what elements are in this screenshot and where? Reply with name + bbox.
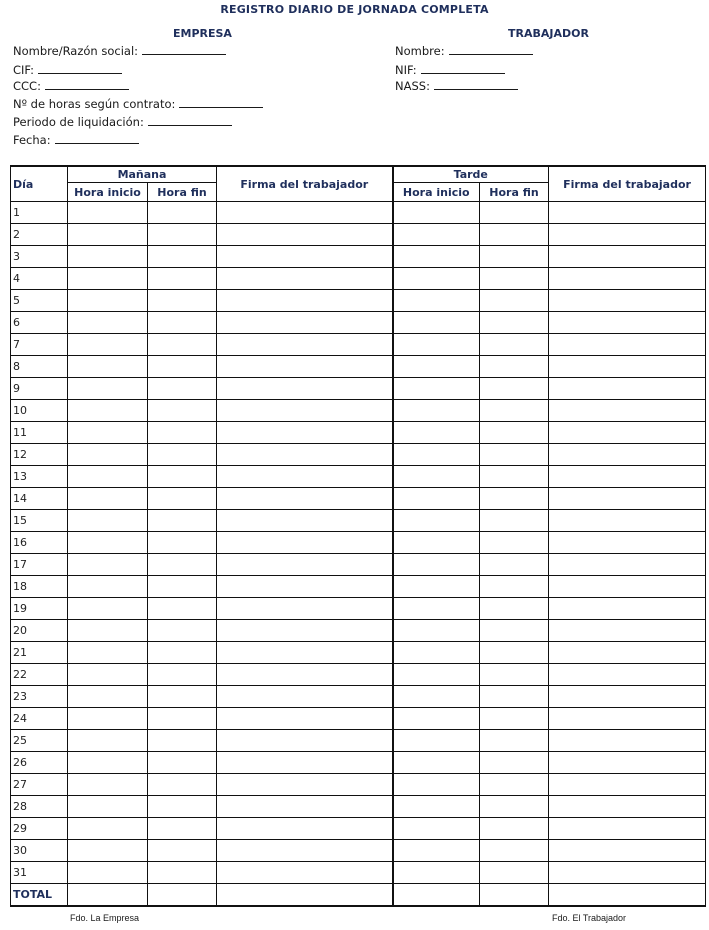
manana-hora-inicio-cell[interactable] xyxy=(68,224,148,246)
tarde-hora-fin-cell[interactable] xyxy=(480,444,549,466)
manana-hora-fin-cell[interactable] xyxy=(148,730,217,752)
tarde-hora-fin-cell[interactable] xyxy=(480,202,549,224)
tarde-hora-fin-cell[interactable] xyxy=(480,554,549,576)
tarde-hora-inicio-cell[interactable] xyxy=(393,708,480,730)
manana-hora-inicio-cell[interactable] xyxy=(68,884,148,907)
manana-hora-fin-cell[interactable] xyxy=(148,356,217,378)
tarde-hora-fin-cell[interactable] xyxy=(480,510,549,532)
tarde-hora-fin-cell[interactable] xyxy=(480,532,549,554)
registro-table xyxy=(10,165,706,907)
tarde-hora-fin-cell[interactable] xyxy=(480,884,549,907)
table-row xyxy=(11,774,706,796)
manana-hora-inicio-cell[interactable] xyxy=(68,554,148,576)
tarde-firma-cell[interactable] xyxy=(549,202,706,224)
tarde-hora-fin-cell[interactable] xyxy=(480,752,549,774)
day-number: 28 xyxy=(11,796,68,818)
tarde-hora-fin-cell[interactable] xyxy=(480,334,549,356)
table-row xyxy=(11,818,706,840)
tarde-hora-inicio-cell[interactable] xyxy=(393,356,480,378)
manana-hora-inicio-cell[interactable] xyxy=(68,422,148,444)
day-number: 20 xyxy=(11,620,68,642)
table-row xyxy=(11,642,706,664)
empresa-periodo-field[interactable] xyxy=(13,115,232,129)
tarde-hora-inicio-cell[interactable] xyxy=(393,510,480,532)
day-number: 12 xyxy=(11,444,68,466)
tarde-hora-fin-cell[interactable] xyxy=(480,664,549,686)
manana-hora-fin-cell[interactable] xyxy=(148,444,217,466)
table-row xyxy=(11,532,706,554)
firma-empresa-label: Fdo. La Empresa xyxy=(70,913,140,923)
tarde-firma-cell[interactable] xyxy=(549,444,706,466)
tarde-hora-fin-cell[interactable] xyxy=(480,224,549,246)
day-number: 6 xyxy=(11,312,68,334)
tarde-hora-inicio-cell[interactable] xyxy=(393,444,480,466)
manana-hora-inicio-cell[interactable] xyxy=(68,796,148,818)
day-number: 27 xyxy=(11,774,68,796)
trabajador-nif-label: NIF: xyxy=(395,63,417,77)
manana-hora-inicio-cell[interactable] xyxy=(68,246,148,268)
trabajador-nombre-line[interactable] xyxy=(449,44,533,55)
tarde-firma-cell[interactable] xyxy=(549,752,706,774)
empresa-nombre-line[interactable] xyxy=(142,44,226,55)
firma-manana-header: Firma del trabajador xyxy=(217,166,393,202)
day-number: 5 xyxy=(11,290,68,312)
empresa-cif-label: CIF: xyxy=(13,63,35,77)
manana-hora-fin-cell[interactable] xyxy=(148,422,217,444)
empresa-ccc-label: CCC: xyxy=(13,79,41,93)
table-row xyxy=(11,400,706,422)
manana-firma-cell[interactable] xyxy=(217,620,393,642)
manana-firma-cell[interactable] xyxy=(217,466,393,488)
tarde-firma-cell[interactable] xyxy=(549,862,706,884)
manana-hora-inicio-cell[interactable] xyxy=(68,620,148,642)
manana-hora-inicio-cell[interactable] xyxy=(68,840,148,862)
day-number: 22 xyxy=(11,664,68,686)
tarde-firma-cell[interactable] xyxy=(549,268,706,290)
trabajador-nass-field[interactable] xyxy=(395,79,518,93)
table-row xyxy=(11,576,706,598)
manana-hora-fin-cell[interactable] xyxy=(148,576,217,598)
manana-firma-cell[interactable] xyxy=(217,686,393,708)
trabajador-nombre-field[interactable] xyxy=(395,44,533,58)
manana-firma-cell[interactable] xyxy=(217,268,393,290)
manana-hora-fin-cell[interactable] xyxy=(148,840,217,862)
empresa-cif-field[interactable] xyxy=(13,63,122,77)
day-number: 21 xyxy=(11,642,68,664)
table-row xyxy=(11,224,706,246)
tarde-firma-cell[interactable] xyxy=(549,224,706,246)
tarde-hora-fin-cell[interactable] xyxy=(480,708,549,730)
tarde-hora-inicio-cell[interactable] xyxy=(393,884,480,907)
trabajador-nass-label: NASS: xyxy=(395,79,430,93)
tarde-hora-inicio-cell[interactable] xyxy=(393,422,480,444)
table-row xyxy=(11,312,706,334)
manana-firma-cell[interactable] xyxy=(217,290,393,312)
day-number: 19 xyxy=(11,598,68,620)
manana-firma-cell[interactable] xyxy=(217,444,393,466)
manana-hora-fin-cell[interactable] xyxy=(148,246,217,268)
tarde-firma-cell[interactable] xyxy=(549,774,706,796)
manana-hora-fin-cell[interactable] xyxy=(148,774,217,796)
tarde-hora-inicio-cell[interactable] xyxy=(393,796,480,818)
tarde-firma-cell[interactable] xyxy=(549,356,706,378)
empresa-nombre-field[interactable] xyxy=(13,44,226,58)
manana-hora-fin-header: Hora fin xyxy=(148,183,217,202)
day-number: 9 xyxy=(11,378,68,400)
day-number: 10 xyxy=(11,400,68,422)
day-number: 29 xyxy=(11,818,68,840)
manana-hora-inicio-cell[interactable] xyxy=(68,510,148,532)
tarde-firma-cell[interactable] xyxy=(549,620,706,642)
table-row xyxy=(11,752,706,774)
tarde-firma-cell[interactable] xyxy=(549,334,706,356)
tarde-hora-inicio-cell[interactable] xyxy=(393,642,480,664)
tarde-firma-cell[interactable] xyxy=(549,290,706,312)
manana-hora-fin-cell[interactable] xyxy=(148,466,217,488)
table-row xyxy=(11,862,706,884)
tarde-hora-fin-cell[interactable] xyxy=(480,488,549,510)
empresa-fecha-line[interactable] xyxy=(55,133,139,144)
tarde-firma-cell[interactable] xyxy=(549,796,706,818)
tarde-firma-cell[interactable] xyxy=(549,840,706,862)
tarde-hora-fin-cell[interactable] xyxy=(480,378,549,400)
tarde-hora-inicio-cell[interactable] xyxy=(393,224,480,246)
manana-firma-cell[interactable] xyxy=(217,488,393,510)
manana-hora-inicio-cell[interactable] xyxy=(68,488,148,510)
manana-hora-inicio-header: Hora inicio xyxy=(68,183,148,202)
manana-hora-fin-cell[interactable] xyxy=(148,598,217,620)
manana-hora-inicio-cell[interactable] xyxy=(68,202,148,224)
manana-header: Mañana xyxy=(68,166,217,183)
tarde-hora-inicio-cell[interactable] xyxy=(393,774,480,796)
tarde-hora-fin-cell[interactable] xyxy=(480,642,549,664)
empresa-horas-line[interactable] xyxy=(179,97,263,108)
manana-hora-fin-cell[interactable] xyxy=(148,202,217,224)
table-row xyxy=(11,246,706,268)
tarde-hora-inicio-cell[interactable] xyxy=(393,554,480,576)
tarde-hora-inicio-cell[interactable] xyxy=(393,576,480,598)
empresa-fecha-field[interactable] xyxy=(13,133,139,147)
manana-hora-inicio-cell[interactable] xyxy=(68,532,148,554)
trabajador-nif-field[interactable] xyxy=(395,63,505,77)
empresa-fecha-label: Fecha: xyxy=(13,133,51,147)
total-row xyxy=(11,884,706,907)
manana-firma-cell[interactable] xyxy=(217,400,393,422)
tarde-firma-cell[interactable] xyxy=(549,686,706,708)
tarde-hora-inicio-cell[interactable] xyxy=(393,466,480,488)
tarde-hora-inicio-cell[interactable] xyxy=(393,246,480,268)
manana-hora-inicio-cell[interactable] xyxy=(68,862,148,884)
manana-firma-cell[interactable] xyxy=(217,334,393,356)
day-number: 1 xyxy=(11,202,68,224)
tarde-firma-cell[interactable] xyxy=(549,576,706,598)
tarde-hora-inicio-cell[interactable] xyxy=(393,532,480,554)
day-number: 3 xyxy=(11,246,68,268)
table-row xyxy=(11,686,706,708)
tarde-firma-cell[interactable] xyxy=(549,708,706,730)
day-number: 24 xyxy=(11,708,68,730)
manana-hora-fin-cell[interactable] xyxy=(148,510,217,532)
manana-firma-cell[interactable] xyxy=(217,246,393,268)
tarde-hora-inicio-cell[interactable] xyxy=(393,730,480,752)
tarde-hora-inicio-cell[interactable] xyxy=(393,862,480,884)
manana-hora-inicio-cell[interactable] xyxy=(68,290,148,312)
tarde-hora-fin-cell[interactable] xyxy=(480,730,549,752)
day-number: 17 xyxy=(11,554,68,576)
manana-firma-cell[interactable] xyxy=(217,796,393,818)
manana-hora-inicio-cell[interactable] xyxy=(68,664,148,686)
manana-hora-inicio-cell[interactable] xyxy=(68,378,148,400)
tarde-hora-fin-header: Hora fin xyxy=(480,183,549,202)
tarde-hora-fin-cell[interactable] xyxy=(480,400,549,422)
table-row xyxy=(11,510,706,532)
trabajador-nombre-label: Nombre: xyxy=(395,44,445,58)
day-number: 11 xyxy=(11,422,68,444)
manana-hora-inicio-cell[interactable] xyxy=(68,708,148,730)
manana-hora-fin-cell[interactable] xyxy=(148,268,217,290)
manana-firma-cell[interactable] xyxy=(217,576,393,598)
table-row xyxy=(11,554,706,576)
trabajador-nass-line[interactable] xyxy=(434,79,518,90)
table-row xyxy=(11,202,706,224)
manana-hora-fin-cell[interactable] xyxy=(148,708,217,730)
manana-hora-inicio-cell[interactable] xyxy=(68,466,148,488)
manana-hora-inicio-cell[interactable] xyxy=(68,400,148,422)
trabajador-nif-line[interactable] xyxy=(421,63,505,74)
table-row xyxy=(11,620,706,642)
trabajador-section-title: TRABAJADOR xyxy=(508,27,589,40)
tarde-firma-cell[interactable] xyxy=(549,818,706,840)
manana-hora-inicio-cell[interactable] xyxy=(68,730,148,752)
day-number: 15 xyxy=(11,510,68,532)
tarde-hora-inicio-cell[interactable] xyxy=(393,378,480,400)
firma-trabajador-label: Fdo. El Trabajador xyxy=(552,913,627,923)
manana-firma-cell[interactable] xyxy=(217,730,393,752)
tarde-firma-cell[interactable] xyxy=(549,884,706,907)
tarde-firma-cell[interactable] xyxy=(549,642,706,664)
table-row xyxy=(11,466,706,488)
tarde-hora-fin-cell[interactable] xyxy=(480,356,549,378)
tarde-hora-inicio-cell[interactable] xyxy=(393,202,480,224)
tarde-hora-fin-cell[interactable] xyxy=(480,466,549,488)
tarde-firma-cell[interactable] xyxy=(549,466,706,488)
manana-firma-cell[interactable] xyxy=(217,202,393,224)
manana-hora-inicio-cell[interactable] xyxy=(68,268,148,290)
empresa-periodo-label: Periodo de liquidación: xyxy=(13,115,144,129)
table-row xyxy=(11,378,706,400)
tarde-hora-inicio-cell[interactable] xyxy=(393,818,480,840)
tarde-hora-inicio-cell[interactable] xyxy=(393,840,480,862)
manana-firma-cell[interactable] xyxy=(217,752,393,774)
tarde-hora-inicio-header: Hora inicio xyxy=(393,183,480,202)
manana-hora-fin-cell[interactable] xyxy=(148,796,217,818)
day-number: 4 xyxy=(11,268,68,290)
tarde-hora-inicio-cell[interactable] xyxy=(393,598,480,620)
tarde-firma-cell[interactable] xyxy=(549,532,706,554)
manana-firma-cell[interactable] xyxy=(217,532,393,554)
tarde-hora-fin-cell[interactable] xyxy=(480,686,549,708)
manana-firma-cell[interactable] xyxy=(217,818,393,840)
tarde-hora-fin-cell[interactable] xyxy=(480,598,549,620)
manana-firma-cell[interactable] xyxy=(217,862,393,884)
table-row xyxy=(11,334,706,356)
manana-firma-cell[interactable] xyxy=(217,664,393,686)
manana-hora-inicio-cell[interactable] xyxy=(68,642,148,664)
manana-firma-cell[interactable] xyxy=(217,708,393,730)
empresa-ccc-field[interactable] xyxy=(13,79,129,93)
empresa-ccc-line[interactable] xyxy=(45,79,129,90)
tarde-hora-inicio-cell[interactable] xyxy=(393,686,480,708)
manana-hora-inicio-cell[interactable] xyxy=(68,818,148,840)
tarde-hora-fin-cell[interactable] xyxy=(480,290,549,312)
empresa-horas-field[interactable] xyxy=(13,97,263,111)
table-row xyxy=(11,598,706,620)
manana-hora-fin-cell[interactable] xyxy=(148,862,217,884)
day-number: 18 xyxy=(11,576,68,598)
firma-tarde-header: Firma del trabajador xyxy=(549,166,706,202)
manana-hora-inicio-cell[interactable] xyxy=(68,598,148,620)
tarde-hora-fin-cell[interactable] xyxy=(480,862,549,884)
tarde-hora-fin-cell[interactable] xyxy=(480,620,549,642)
manana-hora-inicio-cell[interactable] xyxy=(68,312,148,334)
total-label: TOTAL xyxy=(11,884,68,907)
document-title: REGISTRO DIARIO DE JORNADA COMPLETA xyxy=(220,3,489,16)
manana-firma-cell[interactable] xyxy=(217,312,393,334)
tarde-firma-cell[interactable] xyxy=(549,598,706,620)
manana-firma-cell[interactable] xyxy=(217,642,393,664)
empresa-horas-label: Nº de horas según contrato: xyxy=(13,97,176,111)
table-row xyxy=(11,268,706,290)
empresa-nombre-label: Nombre/Razón social: xyxy=(13,44,139,58)
manana-hora-fin-cell[interactable] xyxy=(148,664,217,686)
day-number: 8 xyxy=(11,356,68,378)
tarde-firma-cell[interactable] xyxy=(549,378,706,400)
tarde-hora-inicio-cell[interactable] xyxy=(393,620,480,642)
tarde-hora-fin-cell[interactable] xyxy=(480,576,549,598)
manana-firma-cell[interactable] xyxy=(217,422,393,444)
tarde-hora-fin-cell[interactable] xyxy=(480,268,549,290)
manana-hora-inicio-cell[interactable] xyxy=(68,356,148,378)
tarde-hora-inicio-cell[interactable] xyxy=(393,488,480,510)
empresa-section-title: EMPRESA xyxy=(173,27,232,40)
tarde-firma-cell[interactable] xyxy=(549,664,706,686)
table-row xyxy=(11,290,706,312)
day-number: 25 xyxy=(11,730,68,752)
manana-hora-inicio-cell[interactable] xyxy=(68,752,148,774)
empresa-cif-line[interactable] xyxy=(38,63,122,74)
day-number: 26 xyxy=(11,752,68,774)
manana-hora-fin-cell[interactable] xyxy=(148,532,217,554)
tarde-firma-cell[interactable] xyxy=(549,400,706,422)
day-number: 23 xyxy=(11,686,68,708)
manana-hora-fin-cell[interactable] xyxy=(148,488,217,510)
manana-hora-fin-cell[interactable] xyxy=(148,400,217,422)
table-row xyxy=(11,708,706,730)
table-row xyxy=(11,664,706,686)
manana-firma-cell[interactable] xyxy=(217,598,393,620)
table-row xyxy=(11,840,706,862)
manana-hora-fin-cell[interactable] xyxy=(148,884,217,907)
manana-hora-inicio-cell[interactable] xyxy=(68,576,148,598)
day-number: 14 xyxy=(11,488,68,510)
day-number: 13 xyxy=(11,466,68,488)
day-number: 31 xyxy=(11,862,68,884)
table-row xyxy=(11,444,706,466)
tarde-firma-cell[interactable] xyxy=(549,488,706,510)
manana-firma-cell[interactable] xyxy=(217,510,393,532)
tarde-firma-cell[interactable] xyxy=(549,554,706,576)
tarde-hora-fin-cell[interactable] xyxy=(480,422,549,444)
tarde-firma-cell[interactable] xyxy=(549,422,706,444)
manana-hora-fin-cell[interactable] xyxy=(148,334,217,356)
tarde-firma-cell[interactable] xyxy=(549,246,706,268)
manana-hora-fin-cell[interactable] xyxy=(148,818,217,840)
table-row xyxy=(11,356,706,378)
manana-hora-fin-cell[interactable] xyxy=(148,312,217,334)
tarde-hora-inicio-cell[interactable] xyxy=(393,664,480,686)
manana-hora-fin-cell[interactable] xyxy=(148,642,217,664)
tarde-hora-fin-cell[interactable] xyxy=(480,246,549,268)
manana-firma-cell[interactable] xyxy=(217,378,393,400)
tarde-hora-inicio-cell[interactable] xyxy=(393,334,480,356)
tarde-hora-inicio-cell[interactable] xyxy=(393,752,480,774)
manana-firma-cell[interactable] xyxy=(217,356,393,378)
manana-firma-cell[interactable] xyxy=(217,884,393,907)
table-row xyxy=(11,488,706,510)
table-row xyxy=(11,796,706,818)
manana-hora-fin-cell[interactable] xyxy=(148,620,217,642)
manana-hora-inicio-cell[interactable] xyxy=(68,444,148,466)
manana-hora-inicio-cell[interactable] xyxy=(68,334,148,356)
tarde-hora-fin-cell[interactable] xyxy=(480,312,549,334)
day-number: 30 xyxy=(11,840,68,862)
manana-firma-cell[interactable] xyxy=(217,224,393,246)
tarde-hora-fin-cell[interactable] xyxy=(480,796,549,818)
tarde-header: Tarde xyxy=(393,166,549,183)
dia-header: Día xyxy=(11,166,68,202)
tarde-hora-fin-cell[interactable] xyxy=(480,774,549,796)
manana-hora-fin-cell[interactable] xyxy=(148,290,217,312)
manana-hora-inicio-cell[interactable] xyxy=(68,774,148,796)
empresa-periodo-line[interactable] xyxy=(148,115,232,126)
tarde-firma-cell[interactable] xyxy=(549,510,706,532)
manana-firma-cell[interactable] xyxy=(217,554,393,576)
table-row xyxy=(11,730,706,752)
day-number: 7 xyxy=(11,334,68,356)
tarde-hora-fin-cell[interactable] xyxy=(480,818,549,840)
tarde-hora-inicio-cell[interactable] xyxy=(393,312,480,334)
tarde-firma-cell[interactable] xyxy=(549,312,706,334)
tarde-hora-inicio-cell[interactable] xyxy=(393,400,480,422)
manana-hora-inicio-cell[interactable] xyxy=(68,686,148,708)
manana-hora-fin-cell[interactable] xyxy=(148,224,217,246)
manana-hora-fin-cell[interactable] xyxy=(148,554,217,576)
table-row xyxy=(11,422,706,444)
manana-firma-cell[interactable] xyxy=(217,774,393,796)
tarde-firma-cell[interactable] xyxy=(549,730,706,752)
day-number: 16 xyxy=(11,532,68,554)
tarde-hora-inicio-cell[interactable] xyxy=(393,268,480,290)
manana-hora-fin-cell[interactable] xyxy=(148,378,217,400)
tarde-hora-inicio-cell[interactable] xyxy=(393,290,480,312)
manana-firma-cell[interactable] xyxy=(217,840,393,862)
day-number: 2 xyxy=(11,224,68,246)
tarde-hora-fin-cell[interactable] xyxy=(480,840,549,862)
manana-hora-fin-cell[interactable] xyxy=(148,752,217,774)
manana-hora-fin-cell[interactable] xyxy=(148,686,217,708)
